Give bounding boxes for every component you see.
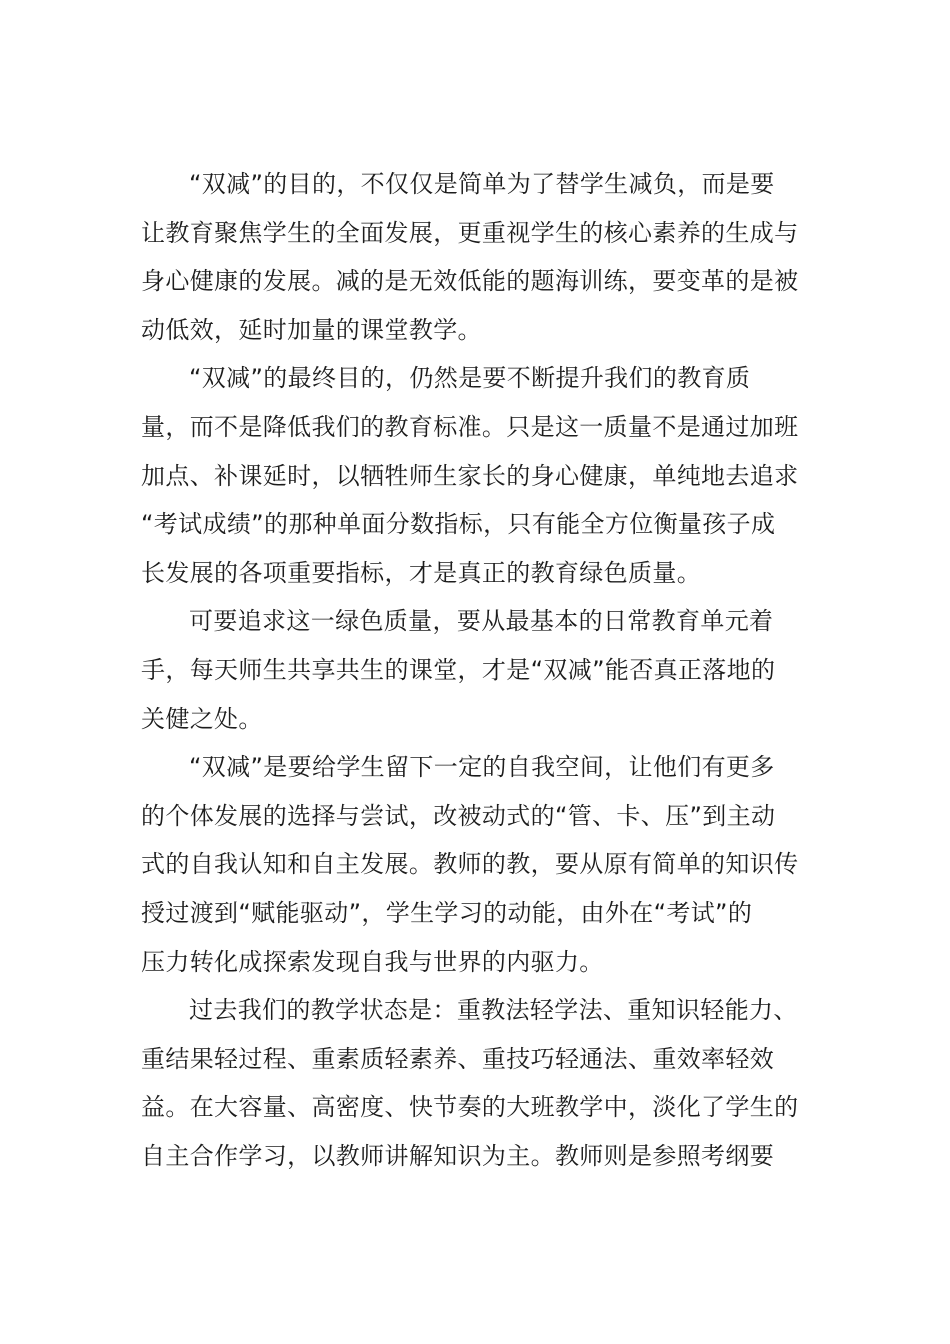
text-line: 可要追求这一绿色质量，要从最基本的日常教育单元着 <box>189 607 774 636</box>
text-line: 让教育聚焦学生的全面发展，更重视学生的核心素养的生成与 <box>141 218 799 247</box>
text-line: 加点、补课延时，以牺牲师生家长的身心健康，单纯地去追求 <box>141 461 799 490</box>
text-line: 自主合作学习，以教师讲解知识为主。教师则是参照考纲要 <box>141 1141 775 1170</box>
text-line: 量，而不是降低我们的教育标准。只是这一质量不是通过加班 <box>141 412 799 441</box>
document-body <box>141 160 813 1180</box>
text-line: “考试成绩”的那种单面分数指标，只有能全方位衡量孩子成 <box>141 510 776 539</box>
text-line: 身心健康的发展。减的是无效低能的题海训练，要变革的是被 <box>141 267 799 296</box>
text-line: 动低效，延时加量的课堂教学。 <box>141 315 482 344</box>
text-line: 益。在大容量、高密度、快节奏的大班教学中，淡化了学生的 <box>141 1093 799 1122</box>
text-line: 关健之处。 <box>141 704 263 733</box>
text-line: 过去我们的教学状态是：重教法轻学法、重知识轻能力、 <box>189 996 798 1025</box>
text-line: 长发展的各项重要指标，才是真正的教育绿色质量。 <box>141 558 702 587</box>
text-line: “双减”的最终目的，仍然是要不断提升我们的教育质 <box>189 364 751 393</box>
text-line: 授过渡到“赋能驱动”，学生学习的动能，由外在“考试”的 <box>141 898 753 927</box>
text-line: 式的自我认知和自主发展。教师的教，要从原有简单的知识传 <box>141 850 799 879</box>
text-line: “双减”的目的，不仅仅是简单为了替学生减负，而是要 <box>189 170 775 198</box>
text-line: “双减”是要给学生留下一定的自我空间，让他们有更多 <box>189 753 775 782</box>
text-line: 手，每天师生共享共生的课堂，才是“双减”能否真正落地的 <box>141 655 776 684</box>
text-line: 重结果轻过程、重素质轻素养、重技巧轻通法、重效率轻效 <box>141 1044 775 1073</box>
text-line: 压力转化成探索发现自我与世界的内驱力。 <box>141 947 604 976</box>
text-line: 的个体发展的选择与尝试，改被动式的“管、卡、压”到主动 <box>141 801 776 830</box>
